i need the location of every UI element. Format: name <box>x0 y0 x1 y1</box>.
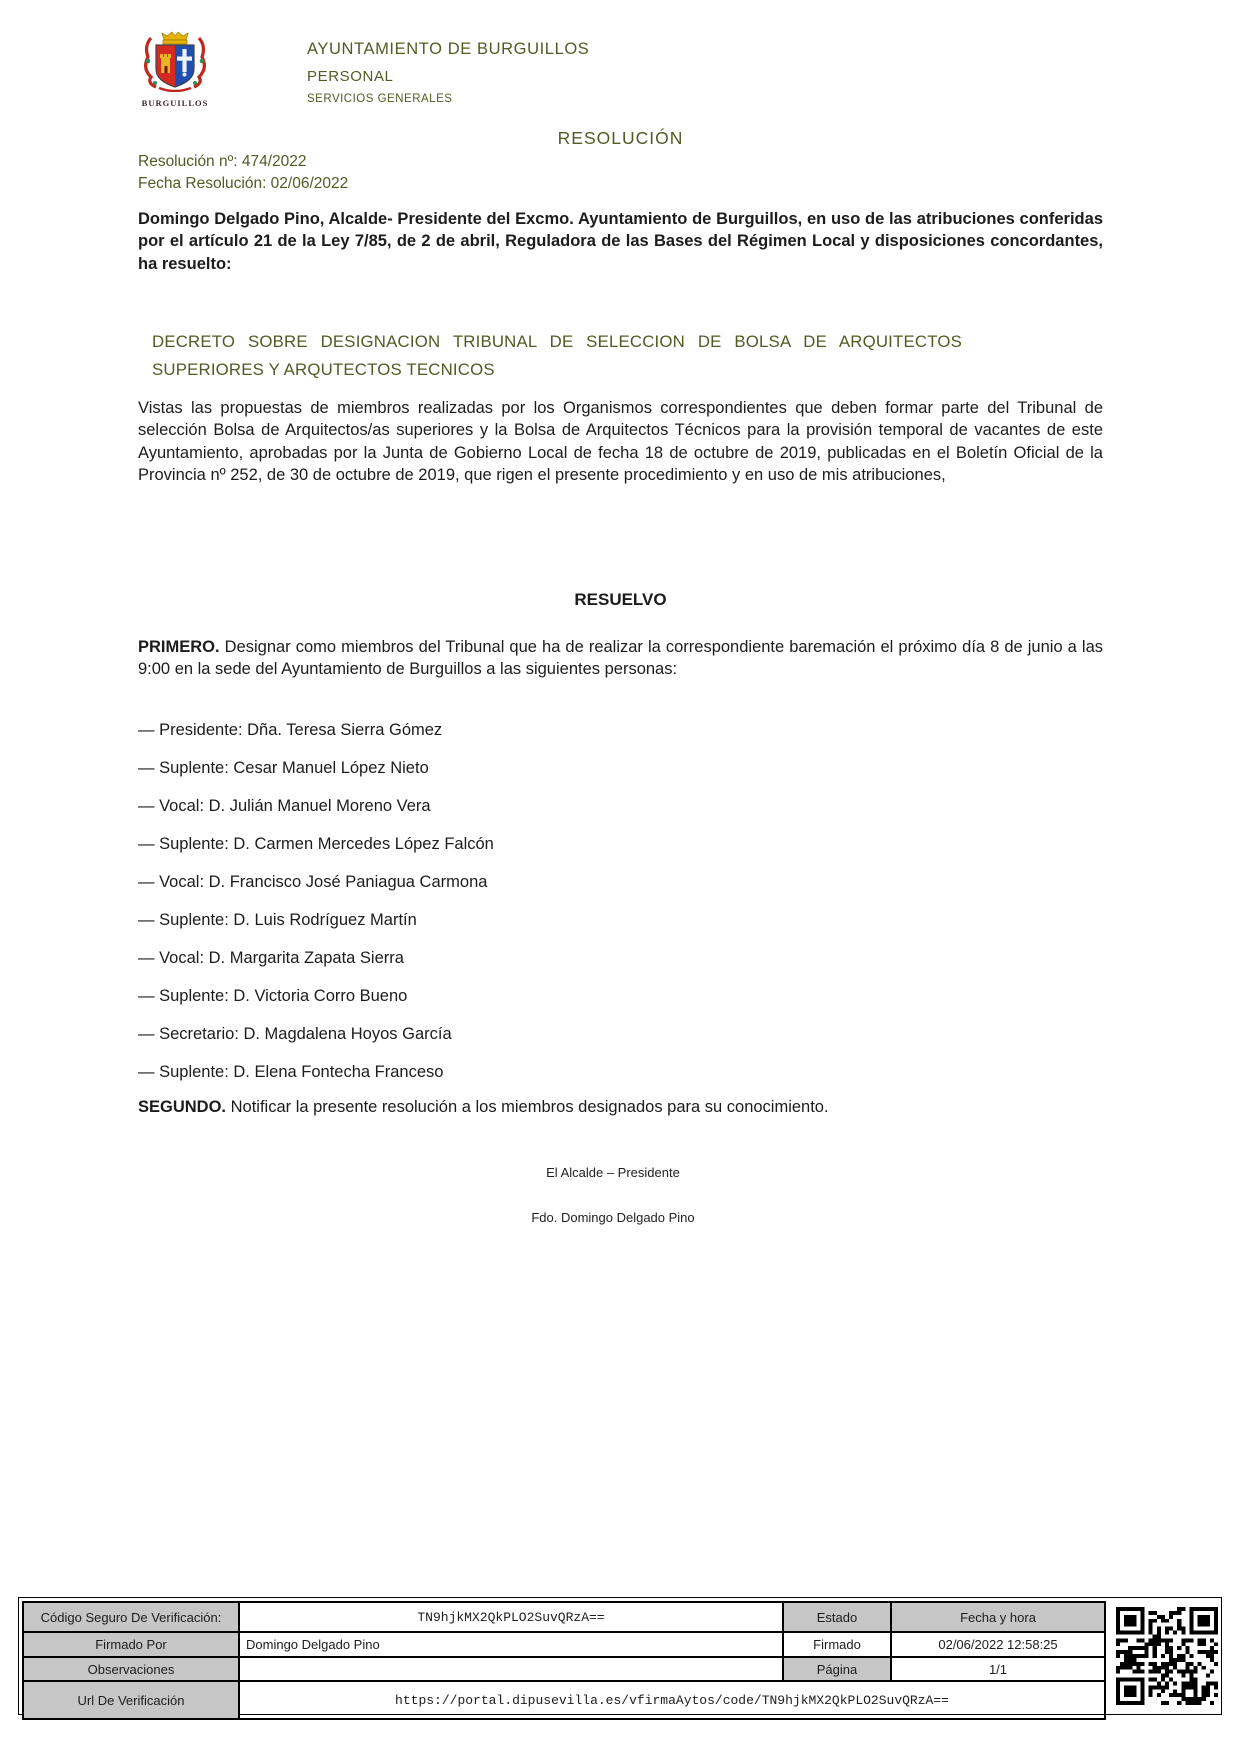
firmado-label-cell: Firmado Por <box>23 1632 239 1657</box>
list-item: — Suplente: D. Victoria Corro Bueno <box>138 987 408 1005</box>
qr-code-icon <box>1116 1607 1218 1705</box>
list-item: — Vocal: D. Francisco José Paniagua Carmona <box>138 873 488 891</box>
observaciones-value-cell <box>239 1657 783 1681</box>
decree-title-line1: DECRETO SOBRE DESIGNACION TRIBUNAL DE SELECCION DE BOLSA DE ARQUITECTOS <box>152 332 962 351</box>
intro-paragraph: Domingo Delgado Pino, Alcalde- Presidente del Excmo. Ayuntamiento de Burguillos, en uso de las atribuciones conferidas por el artículo 21 de la Ley 7/85, de 2 de abril, Reguladora de las Bases del Régimen Local y disposiciones concordantes, ha resuelto: <box>138 210 1103 273</box>
pagina-value-cell: 1/1 <box>891 1657 1105 1681</box>
list-item: — Suplente: Cesar Manuel López Nieto <box>138 759 429 777</box>
list-item: — Suplente: D. Elena Fontecha Franceso <box>138 1063 444 1081</box>
url-value-cell: https://portal.dipusevilla.es/vfirmaAytos/code/TN9hjkMX2QkPLO2SuvQRzA== <box>239 1681 1105 1719</box>
primero-text: Designar como miembros del Tribunal que ha de realizar la correspondiente baremación el próximo día 8 de junio a las 9:00 en la sede del Ayuntamiento de Burguillos a las siguientes personas: <box>138 638 1103 679</box>
resolution-date: Fecha Resolución: 02/06/2022 <box>138 175 349 192</box>
qr-code <box>1116 1601 1218 1711</box>
list-item: — Suplente: D. Carmen Mercedes López Falcón <box>138 835 494 853</box>
department-name: PERSONAL <box>307 68 394 85</box>
primero-label: PRIMERO. <box>138 638 220 656</box>
estado-value-cell: Firmado <box>783 1632 891 1657</box>
resolution-heading: RESOLUCIÓN <box>557 128 684 148</box>
organization-name: AYUNTAMIENTO DE BURGUILLOS <box>307 40 590 58</box>
csv-value-cell: TN9hjkMX2QkPLO2SuvQRzA== <box>239 1602 783 1632</box>
segundo-text: Notificar la presente resolución a los miembros designados para su conocimiento. <box>226 1098 829 1116</box>
coat-of-arms-icon <box>139 30 211 92</box>
estado-label-cell: Estado <box>783 1602 891 1632</box>
members-list <box>138 720 1103 1100</box>
segundo-paragraph <box>138 1096 1103 1118</box>
verification-table <box>22 1601 1106 1720</box>
segundo-label: SEGUNDO. <box>138 1098 227 1116</box>
list-item: — Suplente: D. Luis Rodríguez Martín <box>138 911 417 929</box>
url-label-cell: Url De Verificación <box>23 1681 239 1719</box>
resolution-number: Resolución nº: 474/2022 <box>138 153 307 170</box>
csv-label-cell: Código Seguro De Verificación: <box>23 1602 239 1632</box>
list-item: — Secretario: D. Magdalena Hoyos García <box>138 1025 452 1043</box>
list-item: — Vocal: D. Julián Manuel Moreno Vera <box>138 797 431 815</box>
pagina-label-cell: Página <box>783 1657 891 1681</box>
background-paragraph: Vistas las propuestas de miembros realizadas por los Organismos correspondientes que deben formar parte del Tribunal de selección Bolsa de Arquitectos/as superiores y la Bolsa de Arquitectos Técnicos para la provisión temporal de vacantes de este Ayuntamiento, aprobadas por la Junta de Gobierno Local de fecha 18 de octubre de 2019, publicadas en el Boletín Oficial de la Provincia nº 252, de 30 de octubre de 2019, que rigen el presente procedimiento y en uso de mis atribuciones, <box>138 399 1103 485</box>
resuelvo-heading: RESUELVO <box>574 590 667 609</box>
signature-role: El Alcalde – Presidente <box>546 1165 680 1180</box>
decree-title <box>152 328 962 384</box>
signature-name: Fdo. Domingo Delgado Pino <box>531 1210 695 1225</box>
observaciones-label-cell: Observaciones <box>23 1657 239 1681</box>
municipal-logo <box>138 30 212 108</box>
list-item: — Vocal: D. Margarita Zapata Sierra <box>138 949 404 967</box>
decree-title-line2: SUPERIORES Y ARQUTECTOS TECNICOS <box>152 360 495 379</box>
logo-caption: BURGUILLOS <box>141 98 209 108</box>
firmado-value-cell: Domingo Delgado Pino <box>239 1632 783 1657</box>
fecha-label-cell: Fecha y hora <box>891 1602 1105 1632</box>
unit-name: SERVICIOS GENERALES <box>307 93 453 105</box>
fecha-value-cell: 02/06/2022 12:58:25 <box>891 1632 1105 1657</box>
list-item: — Presidente: Dña. Teresa Sierra Gómez <box>138 721 443 739</box>
letterhead <box>307 40 589 105</box>
primero-paragraph <box>138 636 1103 681</box>
verification-footer <box>18 1597 1222 1715</box>
